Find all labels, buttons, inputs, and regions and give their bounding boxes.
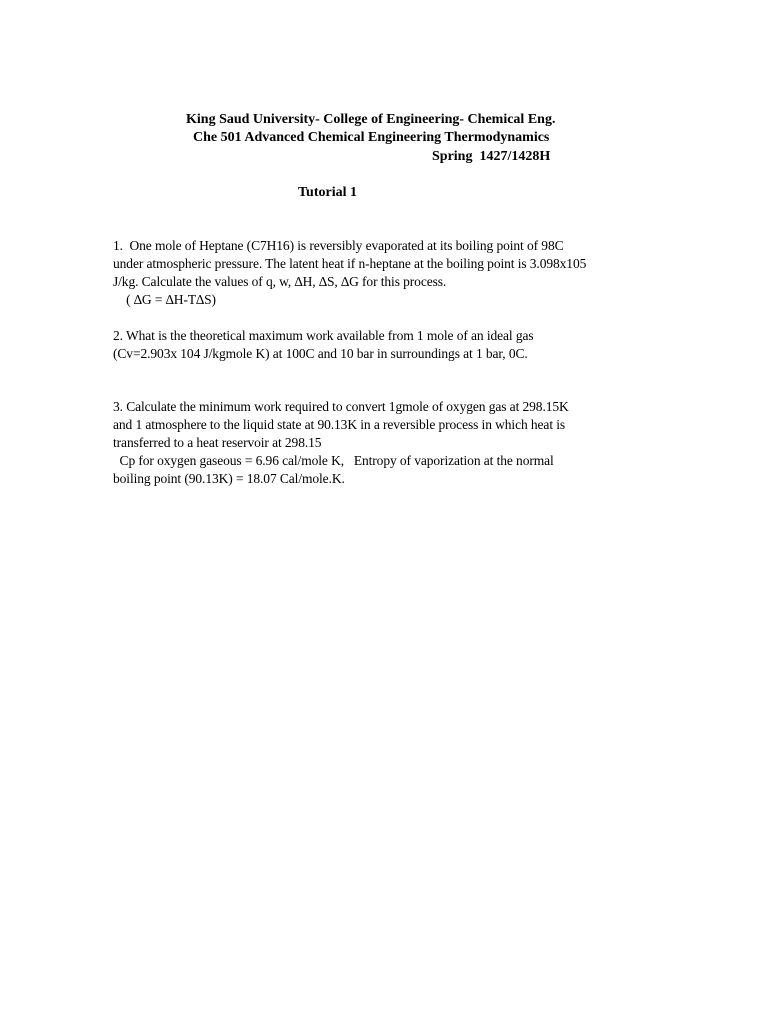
question-2-line: 2. What is the theoretical maximum work available from 1 mole of an ideal gas	[113, 328, 534, 343]
question-1-line: ( ∆G = ∆H-T∆S)	[113, 292, 216, 307]
question-1-line: J/kg. Calculate the values of q, w, ∆H, ∆S, ∆G for this process.	[113, 274, 447, 289]
question-2-line: (Cv=2.903x 104 J/kgmole K) at 100C and 10 bar in surroundings at 1 bar, 0C.	[113, 346, 528, 361]
question-3-line: Cp for oxygen gaseous = 6.96 cal/mole K, Entropy of vaporization at the normal	[113, 453, 554, 468]
header-university: King Saud University- College of Engineering- Chemical Eng.	[186, 112, 556, 127]
question-3-line: transferred to a heat reservoir at 298.15	[113, 435, 322, 450]
tutorial-title: Tutorial 1	[298, 185, 357, 200]
question-3-line: and 1 atmosphere to the liquid state at 90.13K in a reversible process in which heat is	[113, 417, 566, 432]
question-3-line: boiling point (90.13K) = 18.07 Cal/mole.K.	[113, 471, 345, 486]
header-term: Spring 1427/1428H	[432, 149, 551, 164]
question-1-line: 1. One mole of Heptane (C7H16) is reversibly evaporated at its boiling point of 98C	[113, 238, 564, 253]
question-1-line: under atmospheric pressure. The latent heat if n-heptane at the boiling point is 3.098x105	[113, 256, 587, 271]
question-3-line: 3. Calculate the minimum work required to convert 1gmole of oxygen gas at 298.15K	[113, 399, 569, 414]
header-course: Che 501 Advanced Chemical Engineering Thermodynamics	[193, 130, 550, 145]
